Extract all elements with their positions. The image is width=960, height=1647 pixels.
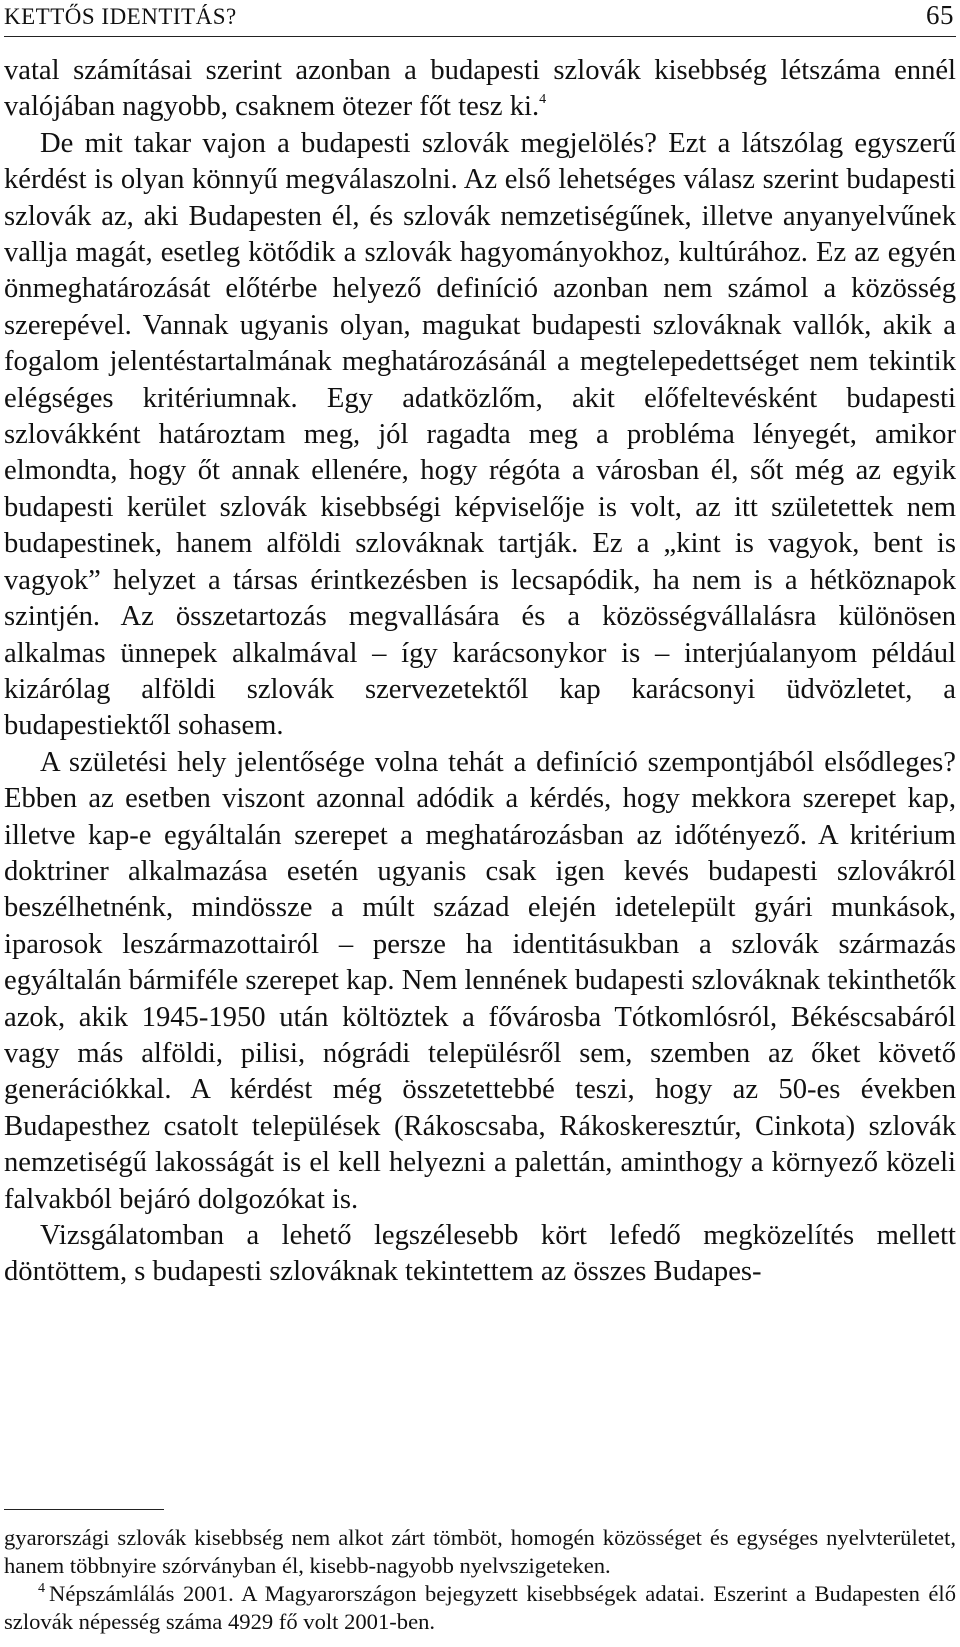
footnote-4-text: Népszámlálás 2001. A Magyarországon bejegyzett kisebbségek adatai. Eszerint a Budapesten élő szlovák népesség száma 4929 fő volt 2001-ben. bbox=[4, 1581, 956, 1634]
footnote-ref-4: 4 bbox=[539, 92, 547, 108]
paragraph-2: De mit takar vajon a budapesti szlovák megjelölés? Ezt a látszólag egyszerű kérdést is olyan könnyű megválaszolni. Az első lehetséges válasz szerint budapesti szlovák az, aki Budapesten él, és szlovák nemzetiségűnek, illetve anyanyelvűnek vallja magát, esetleg kötődik a szlovák hagyományokhoz, kultúrához. Ez az egyén önmeghatározását előtérbe helyező definíció azonban nem számol a közösség szerepével. Vannak ugyanis olyan, magukat budapesti szlováknak vallók, akik a fogalom jelentéstartalmának meghatározásánál a megtelepedettséget nem tekintik elégséges kritériumnak. Egy adatközlőm, akit előfeltevésként budapesti szlovákként határoztam meg, jól ragadta meg a probléma lényegét, amikor elmondta, hogy őt annak ellenére, hogy régóta a városban él, sőt még az egyik budapesti kerület szlovák kisebbségi képviselője is volt, az itt születettek nem budapestinek, hanem alföldi szlováknak tartják. Ez a „kint is vagyok, bent is vagyok” helyzet a társas érintkezésben is lecsapódik, ha nem is a hétköznapok szintjén. Az összetartozás megvallására és a közösségvállalásra különösen alkalmas ünnepek alkalmával – így karácsonykor is – interjúalanyom például kizárólag alföldi szlovák szervezetektől kap karácsonyi üdvözletet, a budapestiektől sohasem. bbox=[4, 127, 956, 742]
footnote-4 bbox=[4, 1580, 956, 1636]
footnote-4-mark: 4 bbox=[38, 1581, 45, 1596]
paragraph-1-text: vatal számításai szerint azonban a budapesti szlovák kisebbség létszáma ennél valójában nagyobb, csaknem ötezer főt tesz ki. bbox=[4, 55, 956, 123]
body-text bbox=[4, 53, 956, 1291]
footnote-continued: gyarországi szlovák kisebbség nem alkot zárt tömböt, homogén közösséget és egységes nyelvterületet, hanem többnyire szórványban él, kisebb-nagyobb nyelvszigeteken. bbox=[4, 1525, 956, 1578]
page-number: 65 bbox=[926, 0, 954, 30]
running-title: KETTŐS IDENTITÁS? bbox=[4, 4, 237, 29]
paragraph-4: Vizsgálatomban a lehető legszélesebb kört lefedő megközelítés mellett döntöttem, s budapesti szlováknak tekintettem az összes Budapes- bbox=[4, 1220, 956, 1288]
running-head bbox=[4, 0, 956, 37]
paragraph-1 bbox=[4, 53, 956, 126]
footnote-rule bbox=[4, 1509, 164, 1510]
paragraph-3: A születési hely jelentősége volna tehát a definíció szempontjából elsődleges? Ebben az esetben viszont azonnal adódik a kérdés, hogy mekkora szerepet kap, illetve kap-e egyáltalán szerepet a meghatározásban az időtényező. A kritérium doktriner alkalmazása esetén ugyanis csak igen kevés budapesti szlovákról beszélhetnénk, mindössze a múlt század elején idetelepült gyári munkások, iparosok leszármazottairól – persze ha identitásukban a szlovák származás egyáltalán bármiféle szerepet kap. Nem lennének budapesti szlováknak tekinthetők azok, akik 1945-1950 után költöztek a fővárosba Tótkomlósról, Békéscsabáról vagy más alföldi, pilisi, nógrádi településről sem, szemben az őket követő generációkkal. A kérdést még összetettebbé teszi, hogy az 50-es években Budapesthez csatolt települések (Rákoscsaba, Rákoskeresztúr, Cinkota) szlovák nemzetiségű lakosságát is el kell helyezni a palettán, aminthogy a környező közeli falvakból bejáró dolgozókat is. bbox=[4, 746, 956, 1215]
footnotes bbox=[4, 1524, 956, 1636]
